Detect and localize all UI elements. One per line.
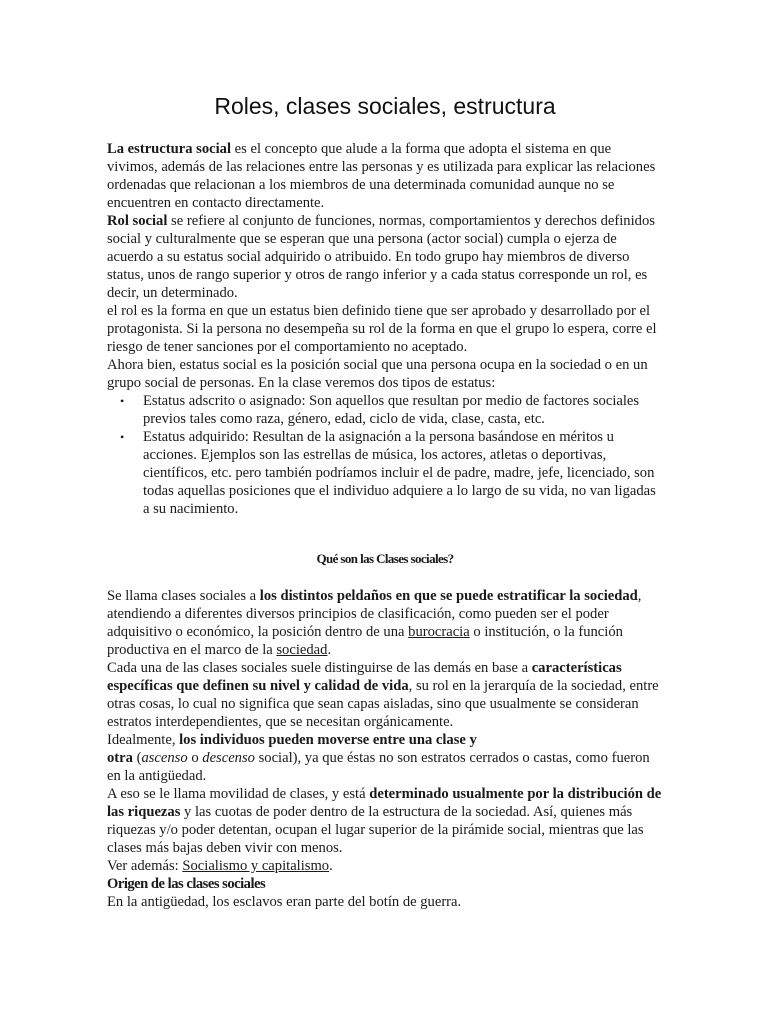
heading-origen-clases: Origen de las clases sociales (107, 876, 266, 892)
paragraph-estructura-social: La estructura social es el concepto que alude a la forma que adopta el sistema en que vivimos, además de las relaciones entre las personas y es utilizada para explicar las relaciones ordenadas que relacionan a los miembros de una determinada comunidad aunque no se encuentren en contacto directamente. (107, 141, 656, 211)
section-heading-clases-sociales: Qué son las Clases sociales? (316, 551, 454, 566)
bullet-icon: • (120, 430, 125, 444)
list-item: • Estatus adscrito o asignado: Son aquellos que resultan por medio de factores sociales previos tales como raza, género, edad, ciclo de vida, clase, casta, etc. (120, 393, 640, 427)
paragraph-caracteristicas: Cada una de las clases sociales suele distinguirse de las demás en base a características específicas que definen su nivel y calidad de vida, su rol en la jerarquía de la sociedad, entre otras cosas, lo cual no significa que sean capas aisladas, sino que usualmente se consideran estratos interdependientes, que se necesitan orgánicamente. (107, 660, 659, 730)
list-item: • Estatus adquirido: Resultan de la asignación a la persona basándose en méritos u acciones. Ejemplos son las estrellas de música, los actores, atletas o deportivas, científicos, etc. pero también podríamos incluir el de padre, madre, jefe, licenciado, son todas aquellas posiciones que el individuo adquiere a lo largo de su vida, no van ligadas a su nacimiento. (120, 429, 656, 517)
link-burocracia[interactable]: burocracia (408, 624, 470, 640)
bullet-icon: • (120, 394, 125, 408)
term-estructura-social: La estructura social (107, 141, 232, 157)
term-rol-social: Rol social (107, 213, 168, 229)
paragraph-rol-forma: el rol es la forma en que un estatus bien definido tiene que ser aprobado y desarrollado por el protagonista. Si la persona no desempeña su rol de la forma en que el grupo lo espera, corre el riesgo de tener sanciones por el comportamiento no aceptado. (107, 303, 657, 355)
paragraph-definicion-clases: Se llama clases sociales a los distintos peldaños en que se puede estratificar la sociedad, atendiendo a diferentes diversos principios de clasificación, como pueden ser el poder adquisitivo o económico, la posición dentro de una burocracia o institución, o la función productiva en el marco de la sociedad. (107, 588, 642, 658)
document-title: Roles, clases sociales, estructura (214, 93, 556, 119)
link-socialismo-capitalismo[interactable]: Socialismo y capitalismo (182, 858, 330, 874)
paragraph-antiguedad: En la antigüedad, los esclavos eran parte del botín de guerra. (107, 894, 462, 910)
paragraph-ver-ademas: Ver además: Socialismo y capitalismo. (107, 858, 333, 874)
intro-section (107, 140, 663, 518)
paragraph-estatus-social: Ahora bien, estatus social es la posición social que una persona ocupa en la sociedad o en un grupo social de personas. En la clase veremos dos tipos de estatus: (107, 357, 648, 391)
link-sociedad[interactable]: sociedad (276, 642, 328, 658)
paragraph-movilidad-clases: A eso se le llama movilidad de clases, y está determinado usualmente por la distribución de las riquezas y las cuotas de poder dentro de la estructura de la sociedad. Así, quienes más riquezas y/o poder detentan, ocupan el lugar superior de la pirámide social, mientras que las clases más bajas deben vivir con menos. (107, 786, 662, 856)
paragraph-rol-social: Rol social se refiere al conjunto de funciones, normas, comportamientos y derechos definidos social y culturalmente que se esperan que una persona (actor social) cumpla o ejerza de acuerdo a su estatus social adquirido o atribuido. En todo grupo hay miembros de diverso status, unos de rango superior y otros de rango inferior y a cada status corresponde un rol, es decir, un determinado. (107, 213, 655, 301)
clases-sociales-section (107, 587, 663, 911)
estatus-list (107, 392, 663, 518)
paragraph-movilidad-ideal: Idealmente, los individuos pueden moverse entre una clase y otra (ascenso o descenso social), ya que éstas no son estratos cerrados o castas, como fueron en la antigüedad. (107, 732, 650, 784)
